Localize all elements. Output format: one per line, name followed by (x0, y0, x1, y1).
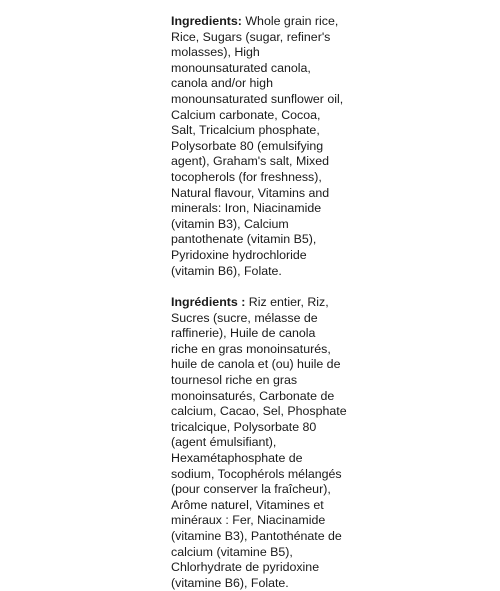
ingredient-line: (agent émulsifiant), (171, 435, 277, 450)
ingredient-line: raffinerie), Huile de canola (171, 326, 316, 341)
ingredient-line: pantothenate (vitamin B5), (171, 232, 317, 247)
ingredient-line: (vitamin B3), Calcium (171, 216, 289, 231)
ingredient-line: calcium, Cacao, Sel, Phosphate (171, 404, 347, 419)
ingredient-line: Natural flavour, Vitamins and (171, 185, 330, 200)
ingredient-line: (vitamine B3), Pantothénate de (171, 529, 342, 543)
ingredient-line: riche en gras monoinsaturés, (171, 341, 331, 356)
ingredient-line: sodium, Tocophérols mélangés (171, 466, 342, 481)
ingredient-line: Polysorbate 80 (emulsifying (171, 138, 324, 153)
ingredient-line: calcium (vitamine B5), (171, 544, 293, 559)
ingredient-line: Ingrédients : Riz entier, Riz, (171, 295, 329, 310)
ingredients-english (171, 14, 491, 279)
ingredient-line: (vitamin B6), Folate. (171, 263, 282, 278)
ingredients-heading-english: Ingredients: (171, 14, 242, 28)
ingredient-line: (vitamine B6), Folate. (171, 575, 289, 590)
ingredient-line: Chlorhydrate de pyridoxine (171, 560, 320, 575)
ingredients-french (171, 295, 491, 591)
ingredient-line: Hexamétaphosphate de (171, 451, 303, 466)
ingredients-label (171, 14, 491, 591)
ingredient-line: Pyridoxine hydrochloride (171, 247, 307, 262)
ingredient-line: minéraux : Fer, Niacinamide (171, 513, 326, 528)
ingredient-line: Ingredients: Whole grain rice, (171, 14, 339, 28)
ingredient-line: tocopherols (for freshness), (171, 169, 322, 184)
ingredient-line: Rice, Sugars (sugar, refiner's (171, 29, 331, 44)
ingredient-line: monoinsaturés, Carbonate de (171, 388, 335, 403)
ingredient-line: Sucres (sucre, mélasse de (171, 310, 318, 325)
ingredient-line: molasses), High (171, 45, 260, 60)
ingredient-line: minerals: Iron, Niacinamide (171, 201, 322, 216)
ingredient-line: tournesol riche en gras (171, 373, 298, 388)
ingredient-line: Salt, Tricalcium phosphate, (171, 123, 320, 138)
ingredients-heading-french: Ingrédients : (171, 295, 246, 310)
ingredient-line: tricalcique, Polysorbate 80 (171, 419, 317, 434)
ingredient-line: agent), Graham's salt, Mixed (171, 154, 329, 169)
ingredient-line: Calcium carbonate, Cocoa, (171, 107, 321, 122)
ingredient-line: (pour conserver la fraîcheur), (171, 482, 331, 497)
ingredient-line: Arôme naturel, Vitamines et (171, 497, 324, 512)
ingredient-line: huile de canola et (ou) huile de (171, 357, 341, 372)
ingredient-line: monounsaturated canola, (171, 60, 311, 75)
ingredient-line: canola and/or high (171, 76, 273, 91)
ingredient-line: monounsaturated sunflower oil, (171, 91, 344, 106)
